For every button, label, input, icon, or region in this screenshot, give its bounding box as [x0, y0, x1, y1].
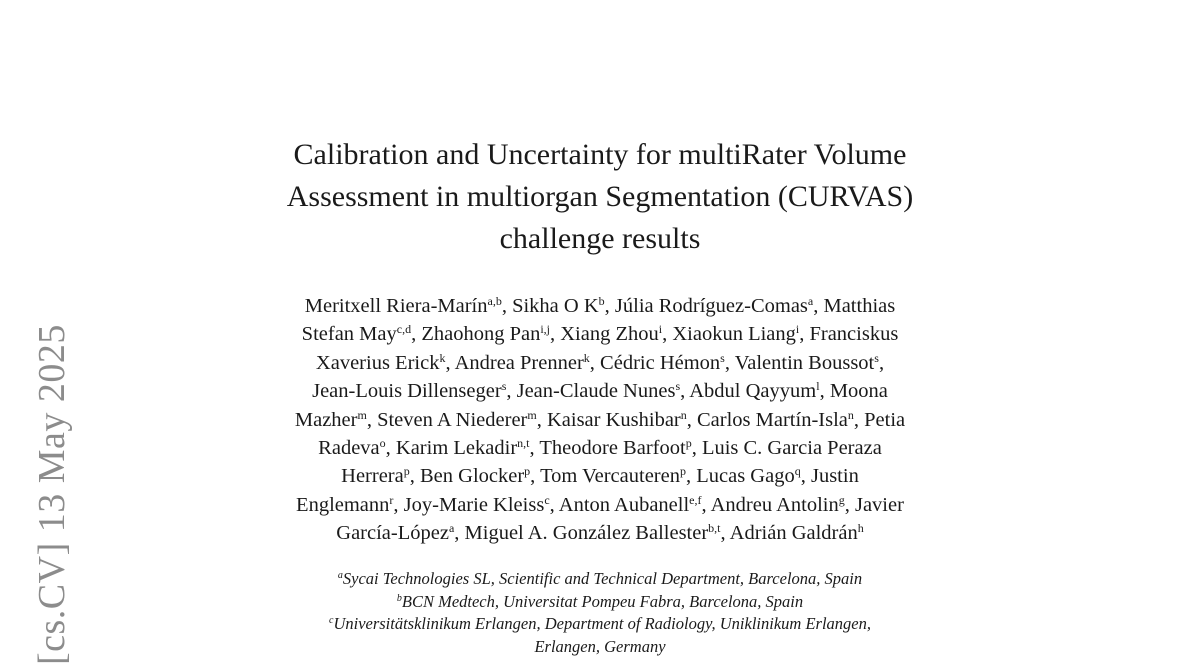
- author-affiliation-mark: i: [658, 322, 663, 337]
- author-separator: ,: [724, 351, 735, 374]
- author-line: [200, 406, 1000, 434]
- author-name: García-López: [336, 522, 449, 545]
- author-name: Radeva: [318, 437, 380, 460]
- author-separator: ,: [549, 493, 559, 516]
- author-affiliation-mark: m: [357, 407, 367, 422]
- author-name: Herrera: [341, 465, 404, 488]
- author-line: [200, 377, 1000, 405]
- author-separator: ,: [701, 493, 711, 516]
- author-name: Steven A Niederer: [377, 408, 528, 431]
- author-separator: ,: [604, 295, 615, 317]
- author-affiliation-mark: h: [857, 521, 864, 536]
- title-line: Assessment in multiorgan Segmentation (CURVAS): [286, 180, 914, 213]
- author-separator: ,: [506, 380, 517, 403]
- author-affiliation-mark: l: [816, 379, 820, 394]
- author-name: Júlia Rodríguez-Comas: [614, 295, 808, 317]
- author-affiliation-mark: b: [598, 294, 605, 308]
- author-separator: ,: [501, 295, 513, 317]
- author-name: Andrea Prenner: [454, 351, 584, 374]
- author-affiliation-mark: a: [807, 294, 814, 308]
- author-affiliation-mark: i: [795, 322, 800, 337]
- author-separator: ,: [409, 465, 420, 488]
- author-name: Zhaohong Pan: [421, 323, 541, 346]
- author-separator: ,: [878, 351, 885, 374]
- author-affiliation-mark: p: [685, 436, 692, 451]
- affiliation-mark: a: [337, 570, 343, 581]
- author-affiliation-mark: s: [874, 350, 879, 365]
- author-name: Joy-Marie Kleiss: [403, 493, 545, 516]
- author-name: Sikha O K: [512, 295, 599, 317]
- author-separator: ,: [680, 380, 690, 403]
- author-affiliation-mark: e,f: [689, 492, 702, 507]
- author-separator: ,: [685, 465, 697, 488]
- author-affiliation-mark: s: [675, 379, 681, 394]
- author-line: [200, 320, 1000, 348]
- author-separator: ,: [662, 323, 673, 346]
- author-line: [200, 519, 1000, 547]
- affiliation-mark: c: [328, 615, 334, 626]
- author-name: Kaisar Kushibar: [546, 408, 681, 431]
- author-affiliation-mark: k: [583, 350, 590, 365]
- author-affiliation-mark: n: [847, 407, 854, 422]
- author-line: [200, 434, 1000, 462]
- author-separator: , Javier: [844, 493, 904, 516]
- author-affiliation-mark: r: [389, 492, 394, 507]
- author-affiliation-mark: k: [439, 350, 446, 365]
- author-affiliation-mark: i,j: [540, 322, 550, 337]
- author-separator: ,: [411, 323, 422, 346]
- author-separator: , Luis C. Garcia Peraza: [691, 437, 882, 460]
- author-separator: ,: [720, 522, 730, 545]
- author-affiliation-mark: a,b: [487, 294, 502, 308]
- author-separator: , Petia: [853, 408, 906, 431]
- title-line: challenge results: [499, 222, 701, 255]
- author-separator: ,: [454, 522, 465, 545]
- affiliation-text: BCN Medtech, Universitat Pompeu Fabra, Barcelona, Spain: [401, 591, 804, 611]
- author-separator: ,: [536, 408, 547, 431]
- affiliation-line: [200, 636, 1000, 659]
- affiliation-line: [200, 613, 1000, 636]
- author-affiliation-mark: p: [403, 464, 410, 479]
- author-line: [200, 491, 1000, 519]
- author-separator: ,: [385, 437, 396, 460]
- author-name: Abdul Qayyum: [689, 380, 817, 403]
- author-affiliation-mark: o: [379, 436, 386, 451]
- author-name: Cédric Hémon: [600, 351, 721, 374]
- author-name: Englemann: [296, 493, 390, 516]
- author-affiliation-mark: a: [448, 521, 455, 536]
- author-name: Xaverius Erick: [315, 351, 440, 374]
- author-separator: ,: [550, 323, 561, 346]
- affiliation-text: Erlangen, Germany: [534, 636, 666, 656]
- author-affiliation-mark: s: [501, 379, 507, 394]
- affiliation-list: [200, 568, 1000, 658]
- paper-title: [0, 134, 1200, 260]
- author-separator: , Matthias: [813, 295, 896, 317]
- author-name: Lucas Gago: [696, 465, 795, 488]
- author-affiliation-mark: p: [679, 464, 686, 479]
- author-name: Anton Aubanell: [558, 493, 690, 516]
- author-separator: , Justin: [800, 465, 859, 488]
- author-separator: , Franciskus: [799, 323, 899, 346]
- author-name: Theodore Barfoot: [539, 437, 686, 460]
- author-affiliation-mark: n: [680, 407, 687, 422]
- author-name: Valentin Boussot: [734, 351, 875, 374]
- affiliation-text: Sycai Technologies SL, Scientific and Technical Department, Barcelona, Spain: [342, 569, 863, 588]
- arxiv-side-stamp: [cs.CV] 13 May 2025: [31, 324, 73, 665]
- author-separator: ,: [530, 465, 541, 488]
- author-name: Jean-Claude Nunes: [516, 380, 676, 403]
- author-line: [200, 462, 1000, 490]
- affiliation-line: [200, 591, 1000, 614]
- author-name: Carlos Martín-Isla: [697, 408, 848, 431]
- affiliation-line: [200, 568, 1000, 591]
- author-line: [200, 292, 1000, 320]
- author-line: [200, 349, 1000, 377]
- author-name: Ben Glocker: [420, 465, 525, 488]
- affiliation-mark: b: [396, 592, 402, 604]
- author-affiliation-mark: s: [720, 350, 725, 365]
- affiliation-text: Universitätsklinikum Erlangen, Department of Radiology, Uniklinikum Erlangen,: [333, 614, 871, 633]
- author-name: Andreu Antolin: [710, 493, 839, 516]
- author-name: Meritxell Riera-Marín: [304, 295, 488, 317]
- author-list: [200, 292, 1000, 548]
- author-separator: ,: [393, 493, 404, 516]
- author-name: Miguel A. González Ballester: [464, 522, 709, 545]
- author-name: Xiaokun Liang: [672, 323, 796, 346]
- author-separator: ,: [445, 351, 455, 374]
- author-affiliation-mark: q: [794, 464, 801, 479]
- author-affiliation-mark: n,t: [517, 436, 530, 451]
- author-affiliation-mark: g: [838, 492, 845, 507]
- author-separator: ,: [366, 408, 378, 431]
- author-affiliation-mark: b,t: [708, 521, 721, 536]
- author-affiliation-mark: p: [524, 464, 531, 479]
- author-separator: ,: [529, 437, 540, 460]
- author-separator: ,: [589, 351, 601, 374]
- author-name: Adrián Galdrán: [729, 522, 858, 545]
- author-name: Stefan May: [301, 323, 397, 346]
- author-name: Tom Vercauteren: [540, 465, 680, 488]
- author-name: Xiang Zhou: [560, 323, 659, 346]
- author-name: Karim Lekadir: [395, 437, 518, 460]
- author-separator: ,: [686, 408, 697, 431]
- title-line: Calibration and Uncertainty for multiRater Volume: [293, 138, 907, 171]
- author-name: Jean-Louis Dillenseger: [312, 380, 502, 403]
- author-affiliation-mark: c,d: [396, 322, 412, 337]
- author-separator: , Moona: [819, 380, 888, 403]
- author-name: Mazher: [294, 408, 358, 431]
- author-affiliation-mark: c: [544, 492, 550, 507]
- author-affiliation-mark: m: [527, 407, 537, 422]
